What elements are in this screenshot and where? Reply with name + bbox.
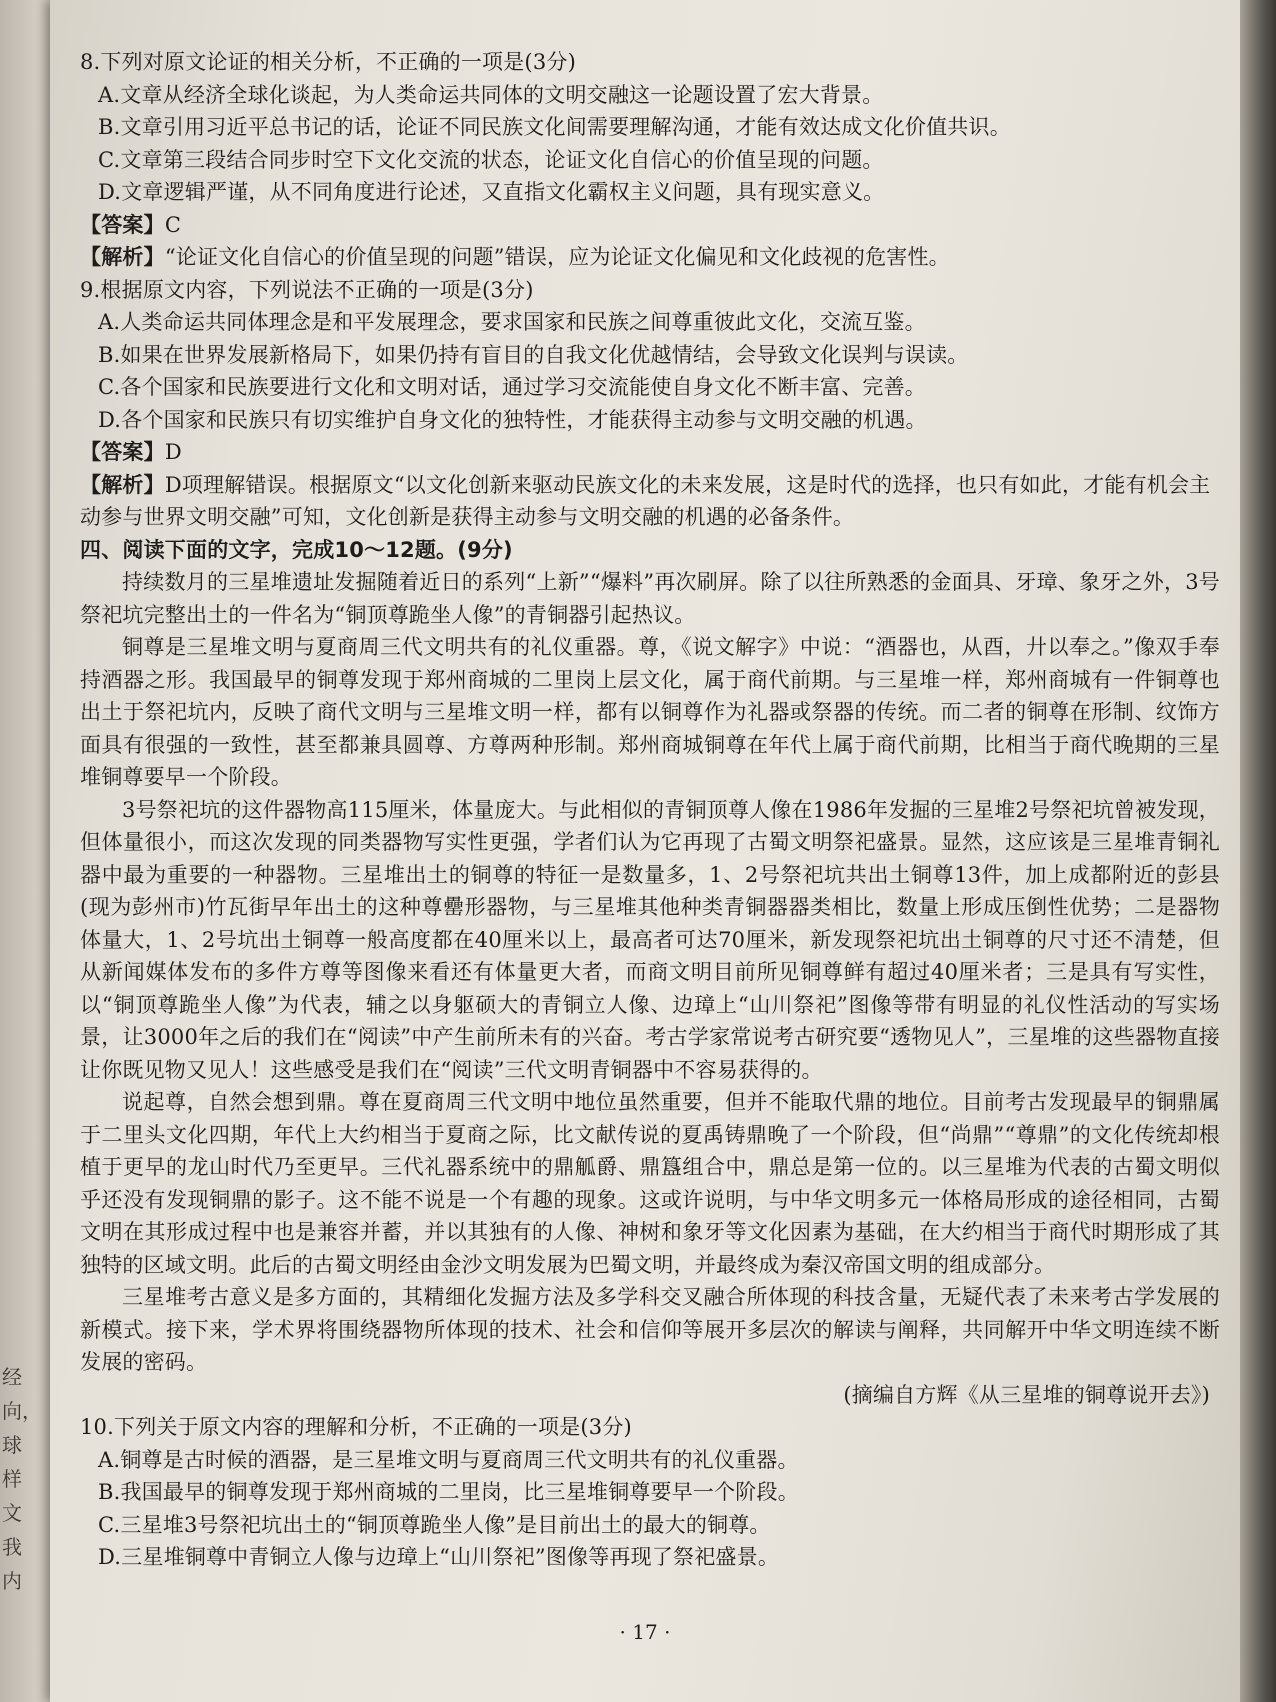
question-9-option-b: B.如果在世界发展新格局下，如果仍持有盲目的自我文化优越情结，会导致文化误判与误读。: [98, 342, 969, 367]
question-10-option-a: A.铜尊是古时候的酒器，是三星堆文明与夏商周三代文明共有的礼仪重器。: [98, 1447, 799, 1472]
exam-page: [50, 0, 1240, 1702]
page-number: · 17 ·: [619, 1620, 671, 1644]
answer-value: C: [164, 212, 182, 237]
question-8-option-a: A.文章从经济全球化谈起，为人类命运共同体的文明交融这一论题设置了宏大背景。: [98, 82, 884, 107]
question-8-stem: 8.下列对原文论证的相关分析，不正确的一项是(3分): [80, 50, 576, 74]
margin-char: 球: [2, 1433, 22, 1457]
section-4-heading: 四、阅读下面的文字，完成10～12题。(9分): [80, 537, 513, 562]
question-10-option-b: B.我国最早的铜尊发现于郑州商城的二里岗，比三星堆铜尊要早一个阶段。: [98, 1480, 799, 1504]
answer-value: D: [164, 440, 182, 464]
adjacent-page-text: [2, 1360, 42, 1598]
question-8-option-d: D.文章逻辑严谨，从不同角度进行论述，又直指文化霸权主义问题，具有现实意义。: [98, 180, 885, 204]
margin-char: 内: [2, 1569, 22, 1593]
question-9-option-a: A.人类命运共同体理念是和平发展理念，要求国家和民族之间尊重彼此文化，交流互鉴。: [98, 310, 926, 334]
question-8-option-b: B.文章引用习近平总书记的话，论证不同民族文化间需要理解沟通，才能有效达成文化价值共识。: [98, 115, 1011, 139]
question-10-stem: 10.下列关于原文内容的理解和分析，不正确的一项是(3分): [80, 1415, 632, 1439]
page-content: [80, 46, 1220, 1574]
margin-char: 我: [2, 1535, 22, 1559]
margin-char: 文: [2, 1501, 22, 1525]
question-10-option-d: D.三星堆铜尊中青铜立人像与边璋上“山川祭祀”图像等再现了祭祀盛景。: [98, 1545, 780, 1569]
answer-label: 【答案】: [80, 212, 165, 237]
margin-char: 经: [2, 1365, 22, 1389]
analysis-label: 【解析】: [80, 472, 165, 497]
question-9-analysis: [80, 469, 1220, 534]
analysis-label: 【解析】: [80, 245, 165, 269]
question-9-option-d: D.各个国家和民族只有切实维护自身文化的独特性，才能获得主动参与文明交融的机遇。: [98, 407, 927, 432]
margin-char: 样: [2, 1467, 22, 1491]
question-10-option-c: C.三星堆3号祭祀坑出土的“铜顶尊跪坐人像”是目前出土的最大的铜尊。: [98, 1512, 771, 1537]
question-8-analysis: [80, 241, 1220, 274]
question-8-option-c: C.文章第三段结合同步时空下文化交流的状态，论证文化自信心的价值呈现的问题。: [98, 147, 884, 172]
background-edge: [1240, 0, 1276, 1702]
analysis-text: D项理解错误。根据原文“以文化创新来驱动民族文化的未来发展，这是时代的选择，也只有如此，才能有机会主动参与世界文明交融”可知，文化创新是获得主动参与文明交融的机遇的必备条件。: [80, 472, 1211, 529]
answer-label: 【答案】: [80, 440, 165, 464]
question-9-answer: [80, 436, 1220, 469]
question-8-answer: [80, 209, 1220, 242]
reading-paragraph-3: 3号祭祀坑的这件器物高115厘米，体量庞大。与此相似的青铜顶尊人像在1986年发掘的三星堆2号祭祀坑曾被发现，但体量很小，而这次发现的同类器物写实性更强，学者们认为它再现了古蜀文明祭祀盛景。显然，这应该是三星堆青铜礼器中最为重要的一种器物。三星堆出土的铜尊的特征一是数量多，1、2号祭祀坑共出土铜尊13件，加上成都附近的彭县(现为彭州市)竹瓦街早年出土的这种尊罍形器物，与三星堆其他种类青铜器器类相比，数量上形成压倒性优势；二是器物体量大，1、2号坑出土铜尊一般高度都在40厘米以上，最高者可达70厘米，新发现祭祀坑出土铜尊的尺寸还不清楚，但从新闻媒体发布的多件方尊等图像来看还有体量更大者，而商文明目前所见铜尊鲜有超过40厘米者；三是具有写实性，以“铜顶尊跪坐人像”为代表，辅之以身躯硕大的青铜立人像、边璋上“山川祭祀”图像等带有明显的礼仪性活动的写实场景，让3000年之后的我们在“阅读”中产生前所未有的兴奋。考古学家常说考古研究要“透物见人”，三星堆的这些器物直接让你既见物又见人！这些感受是我们在“阅读”三代文明青铜器中不容易获得的。: [80, 797, 1220, 1082]
analysis-text: “论证文化自信心的价值呈现的问题”错误，应为论证文化偏见和文化歧视的危害性。: [164, 245, 950, 269]
question-9-option-c: C.各个国家和民族要进行文化和文明对话，通过学习交流能使自身文化不断丰富、完善。: [98, 375, 926, 399]
question-9-stem: 9.根据原文内容，下列说法不正确的一项是(3分): [80, 277, 534, 302]
reading-paragraph-5: 三星堆考古意义是多方面的，其精细化发掘方法及多学科交叉融合所体现的科技含量，无疑代表了未来考古学发展的新模式。接下来，学术界将围绕器物所体现的技术、社会和信仰等展开多层次的解读与阐释，共同解开中华文明连续不断发展的密码。: [80, 1285, 1220, 1374]
reading-paragraph-1: 持续数月的三星堆遗址发掘随着近日的系列“上新”“爆料”再次刷屏。除了以往所熟悉的金面具、牙璋、象牙之外，3号祭祀坑完整出土的一件名为“铜顶尊跪坐人像”的青铜器引起热议。: [80, 570, 1220, 627]
margin-char: 向，: [2, 1399, 42, 1423]
reading-paragraph-4: 说起尊，自然会想到鼎。尊在夏商周三代文明中地位虽然重要，但并不能取代鼎的地位。目前考古发现最早的铜鼎属于二里头文化四期，年代上大约相当于夏商之际，比文献传说的夏禹铸鼎晚了一个阶段，但“尚鼎”“尊鼎”的文化传统却根植于更早的龙山时代乃至更早。三代礼器系统中的鼎觚爵、鼎簋组合中，鼎总是第一位的。以三星堆为代表的古蜀文明似乎还没有发现铜鼎的影子。这不能不说是一个有趣的现象。这或许说明，与中华文明多元一体格局形成的途径相同，古蜀文明在其形成过程中也是兼容并蓄，并以其独有的人像、神树和象牙等文化因素为基础，在大约相当于商代时期形成了其独特的区域文明。此后的古蜀文明经由金沙文明发展为巴蜀文明，并最终成为秦汉帝国文明的组成部分。: [80, 1090, 1220, 1277]
reading-paragraph-2: 铜尊是三星堆文明与夏商周三代文明共有的礼仪重器。尊，《说文解字》中说：“酒器也，从酉，廾以奉之。”像双手奉持酒器之形。我国最早的铜尊发现于郑州商城的二里岗上层文化，属于商代前期。与三星堆一样，郑州商城有一件铜尊也出土于祭祀坑内，反映了商代文明与三星堆文明一样，都有以铜尊作为礼器或祭器的传统。而二者的铜尊在形制、纹饰方面具有很强的一致性，甚至都兼具圆尊、方尊两种形制。郑州商城铜尊在年代上属于商代前期，比相当于商代晚期的三星堆铜尊要早一个阶段。: [80, 635, 1220, 789]
reading-source: (摘编自方辉《从三星堆的铜尊说开去》): [843, 1382, 1210, 1407]
